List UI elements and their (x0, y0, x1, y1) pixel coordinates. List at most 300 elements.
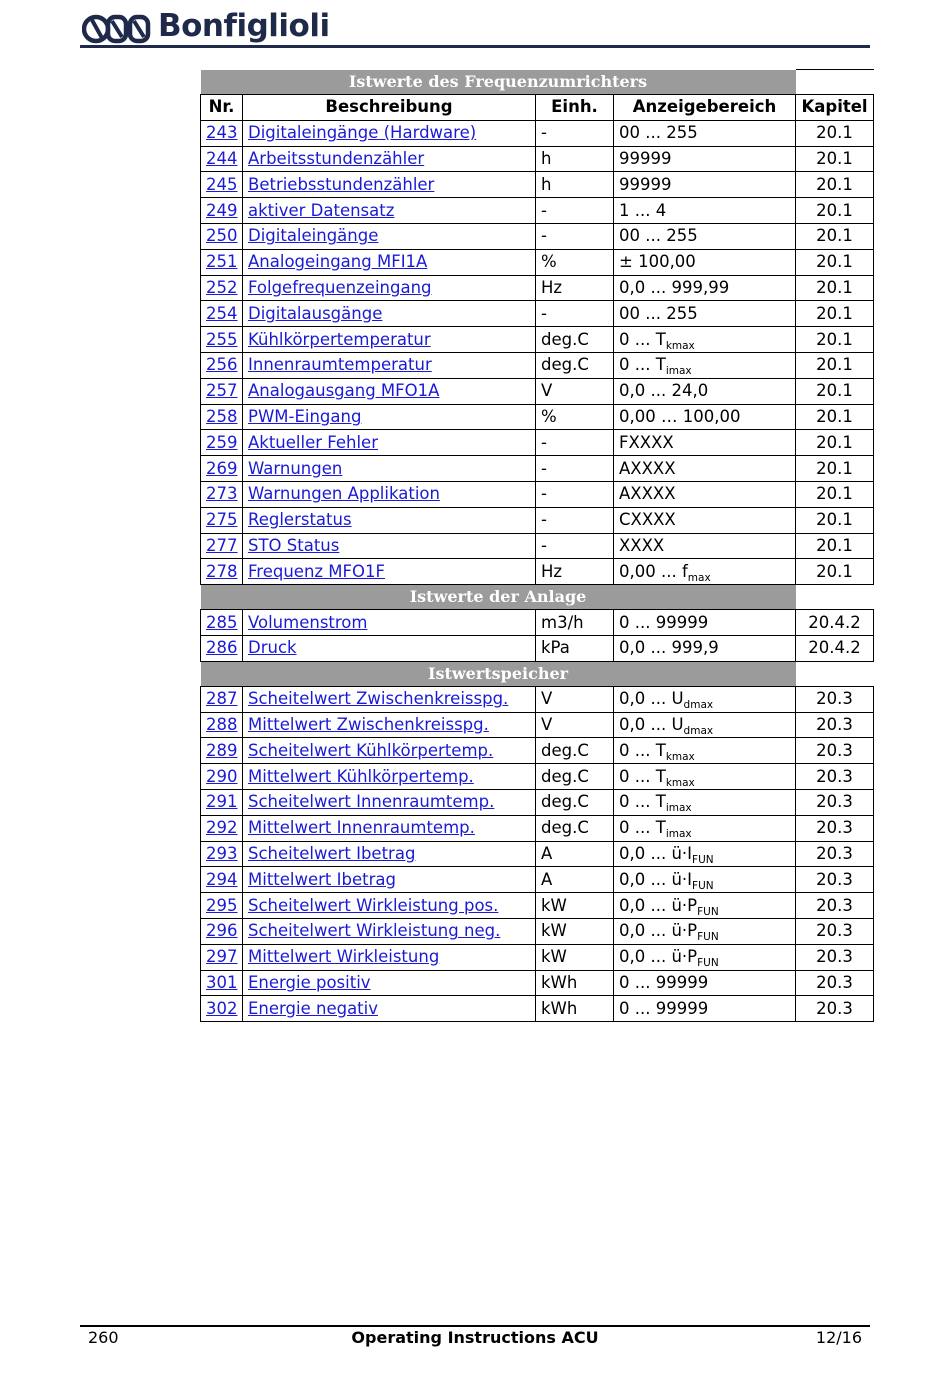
param-chapter: 20.3 (796, 841, 874, 867)
param-unit: - (536, 456, 614, 482)
param-number-link[interactable]: 250 (206, 226, 238, 246)
param-description-cell (243, 249, 536, 275)
param-chapter: 20.1 (796, 559, 874, 585)
param-number-link[interactable]: 296 (206, 921, 238, 941)
param-number-cell (201, 404, 243, 430)
header-divider (80, 45, 870, 48)
param-chapter: 20.3 (796, 970, 874, 996)
param-description-cell (243, 352, 536, 378)
table-row (201, 996, 874, 1022)
table-row (201, 686, 874, 712)
param-chapter: 20.1 (796, 249, 874, 275)
column-header-range: Anzeigebereich (614, 95, 796, 121)
param-range-subscript: max (687, 571, 711, 584)
param-description-link[interactable]: Digitaleingänge (Hardware) (248, 123, 477, 143)
param-description-link[interactable]: Scheitelwert Ibetrag (248, 843, 416, 863)
param-description-link[interactable]: Betriebsstundenzähler (248, 174, 435, 194)
param-range-cell (614, 172, 796, 198)
param-description-link[interactable]: Digitaleingänge (248, 226, 379, 246)
param-number-link[interactable]: 257 (206, 381, 238, 401)
param-description-link[interactable]: Kühlkörpertemperatur (248, 329, 431, 349)
param-number-cell (201, 738, 243, 764)
table-row (201, 352, 874, 378)
param-range-subscript: imax (665, 365, 692, 378)
param-chapter: 20.1 (796, 352, 874, 378)
param-unit: deg.C (536, 738, 614, 764)
column-header-nr: Nr. (201, 95, 243, 121)
param-range-cell (614, 198, 796, 224)
document-title: Operating Instructions ACU (351, 1328, 599, 1347)
param-description-link[interactable]: Analogeingang MFI1A (248, 252, 428, 272)
param-number-link[interactable]: 291 (206, 792, 238, 812)
param-number-link[interactable]: 278 (206, 561, 238, 581)
param-description-cell (243, 559, 536, 585)
param-chapter: 20.4.2 (796, 610, 874, 636)
param-range-cell (614, 275, 796, 301)
param-unit: Hz (536, 559, 614, 585)
param-description-cell (243, 918, 536, 944)
param-unit: deg.C (536, 815, 614, 841)
param-number-cell (201, 120, 243, 146)
param-description-cell (243, 456, 536, 482)
param-description-link[interactable]: Energie positiv (248, 972, 371, 992)
param-description-cell (243, 198, 536, 224)
param-range-cell (614, 893, 796, 919)
param-number-link[interactable]: 249 (206, 200, 238, 220)
param-number-cell (201, 249, 243, 275)
param-range-cell (614, 610, 796, 636)
param-number-link[interactable]: 252 (206, 277, 238, 297)
param-chapter: 20.1 (796, 456, 874, 482)
param-number-cell (201, 223, 243, 249)
param-description-cell (243, 430, 536, 456)
param-number-cell (201, 481, 243, 507)
param-description-cell (243, 481, 536, 507)
param-number-cell (201, 764, 243, 790)
param-range-cell (614, 996, 796, 1022)
section-title: Istwertspeicher (201, 661, 796, 686)
param-range: 0 ... T (619, 818, 666, 838)
section-row (201, 70, 874, 95)
table-row (201, 172, 874, 198)
table-row (201, 918, 874, 944)
param-range-cell (614, 559, 796, 585)
param-number-link[interactable]: 254 (206, 303, 238, 323)
param-unit: kPa (536, 635, 614, 661)
param-range-cell (614, 970, 796, 996)
param-unit: h (536, 172, 614, 198)
param-unit: deg.C (536, 327, 614, 353)
param-description-link[interactable]: Digitalausgänge (248, 303, 383, 323)
param-number-link[interactable]: 245 (206, 174, 238, 194)
param-number-cell (201, 918, 243, 944)
param-number-cell (201, 146, 243, 172)
param-number-link[interactable]: 244 (206, 148, 238, 168)
param-range-cell (614, 815, 796, 841)
brand-name: Bonfiglioli (158, 8, 330, 44)
param-range-cell (614, 404, 796, 430)
param-number-cell (201, 712, 243, 738)
param-range: 0,0 ... U (619, 714, 684, 734)
param-unit: V (536, 686, 614, 712)
param-range-cell (614, 841, 796, 867)
param-description-link[interactable]: Mittelwert Innenraumtemp. (248, 818, 475, 838)
param-description-cell (243, 841, 536, 867)
param-range: 0 ... T (619, 355, 666, 375)
param-number-link[interactable]: 273 (206, 484, 238, 504)
table-row (201, 301, 874, 327)
param-number-link[interactable]: 256 (206, 355, 238, 375)
param-number-link[interactable]: 301 (206, 972, 238, 992)
param-description-cell (243, 635, 536, 661)
param-unit: kW (536, 918, 614, 944)
param-range-cell (614, 352, 796, 378)
param-description-link[interactable]: Energie negativ (248, 998, 378, 1018)
param-range: 0 ... 99999 (619, 998, 709, 1018)
param-description-link[interactable]: STO Status (248, 535, 340, 555)
section-gap (796, 70, 874, 95)
param-number-link[interactable]: 255 (206, 329, 238, 349)
table-row (201, 970, 874, 996)
param-description-cell (243, 686, 536, 712)
table-row (201, 327, 874, 353)
param-range: ± 100,00 (619, 252, 696, 272)
column-header-unit: Einh. (536, 95, 614, 121)
param-description-link[interactable]: Mittelwert Wirkleistung (248, 947, 440, 967)
param-unit: kW (536, 944, 614, 970)
param-number-link[interactable]: 289 (206, 740, 238, 760)
param-range-cell (614, 507, 796, 533)
param-description-link[interactable]: Arbeitsstundenzähler (248, 148, 425, 168)
param-chapter: 20.4.2 (796, 635, 874, 661)
param-chapter: 20.3 (796, 893, 874, 919)
param-description-cell (243, 610, 536, 636)
param-range-subscript: FUN (697, 957, 719, 970)
param-chapter: 20.3 (796, 789, 874, 815)
param-range: 00 ... 255 (619, 123, 698, 143)
section-title: Istwerte des Frequenzumrichters (201, 70, 796, 95)
param-chapter: 20.3 (796, 996, 874, 1022)
param-chapter: 20.1 (796, 327, 874, 353)
param-unit: - (536, 507, 614, 533)
param-description-cell (243, 120, 536, 146)
param-description-link[interactable]: Scheitelwert Innenraumtemp. (248, 792, 495, 812)
param-description-link[interactable]: Reglerstatus (248, 510, 352, 530)
param-number-cell (201, 893, 243, 919)
param-description-cell (243, 867, 536, 893)
param-number-cell (201, 352, 243, 378)
param-description-link[interactable]: aktiver Datensatz (248, 200, 395, 220)
param-unit: Hz (536, 275, 614, 301)
param-description-cell (243, 301, 536, 327)
param-description-cell (243, 944, 536, 970)
param-chapter: 20.1 (796, 198, 874, 224)
param-description-link[interactable]: Scheitelwert Wirkleistung pos. (248, 895, 499, 915)
param-range: 0 ... 99999 (619, 972, 709, 992)
param-range: 0,0 ... 999,99 (619, 277, 730, 297)
param-range: 0,0 ... ü·P (619, 921, 698, 941)
param-chapter: 20.1 (796, 275, 874, 301)
param-description-cell (243, 327, 536, 353)
param-range: 00 ... 255 (619, 226, 698, 246)
param-unit: V (536, 712, 614, 738)
param-unit: - (536, 301, 614, 327)
param-number-cell (201, 559, 243, 585)
param-description-cell (243, 533, 536, 559)
param-description-cell (243, 223, 536, 249)
param-range: AXXXX (619, 484, 676, 504)
param-chapter: 20.3 (796, 738, 874, 764)
param-number-link[interactable]: 286 (206, 638, 238, 658)
param-number-link[interactable]: 287 (206, 689, 238, 709)
param-description-link[interactable]: Innenraumtemperatur (248, 355, 432, 375)
param-number-link[interactable]: 275 (206, 510, 238, 530)
param-description-cell (243, 378, 536, 404)
param-range: 0,0 ... ü·P (619, 895, 698, 915)
param-description-cell (243, 404, 536, 430)
table-row (201, 481, 874, 507)
param-number-link[interactable]: 290 (206, 766, 238, 786)
param-range-cell (614, 918, 796, 944)
param-range-cell (614, 867, 796, 893)
param-unit: - (536, 120, 614, 146)
param-description-link[interactable]: PWM-Eingang (248, 406, 362, 426)
param-number-link[interactable]: 258 (206, 406, 238, 426)
param-chapter: 20.3 (796, 686, 874, 712)
table-row (201, 764, 874, 790)
param-chapter: 20.3 (796, 918, 874, 944)
param-chapter: 20.1 (796, 507, 874, 533)
param-number-link[interactable]: 251 (206, 252, 238, 272)
param-range-cell (614, 481, 796, 507)
param-number-cell (201, 841, 243, 867)
param-chapter: 20.3 (796, 764, 874, 790)
table-row (201, 841, 874, 867)
param-range-subscript: FUN (692, 879, 714, 892)
param-number-cell (201, 867, 243, 893)
param-range-cell (614, 764, 796, 790)
table-row (201, 507, 874, 533)
param-unit: kWh (536, 970, 614, 996)
table-row (201, 738, 874, 764)
param-number-cell (201, 686, 243, 712)
param-unit: A (536, 867, 614, 893)
param-range-subscript: FUN (692, 853, 714, 866)
table-row (201, 559, 874, 585)
param-range-cell (614, 456, 796, 482)
param-description-cell (243, 712, 536, 738)
table-row (201, 533, 874, 559)
param-unit: % (536, 404, 614, 430)
param-unit: m3/h (536, 610, 614, 636)
page-header (80, 6, 870, 48)
param-description-link[interactable]: Scheitelwert Zwischenkreisspg. (248, 689, 509, 709)
param-range: 0,0 ... 24,0 (619, 381, 709, 401)
param-range-cell (614, 120, 796, 146)
param-range-cell (614, 249, 796, 275)
param-description-link[interactable]: Druck (248, 638, 297, 658)
param-range-cell (614, 223, 796, 249)
param-range: 00 ... 255 (619, 303, 698, 323)
param-number-link[interactable]: 288 (206, 714, 238, 734)
param-unit: - (536, 198, 614, 224)
table-row (201, 815, 874, 841)
param-description-link[interactable]: Aktueller Fehler (248, 432, 378, 452)
param-unit: V (536, 378, 614, 404)
param-range: FXXXX (619, 432, 674, 452)
param-number-cell (201, 456, 243, 482)
param-number-link[interactable]: 297 (206, 947, 238, 967)
param-range: 0,0 ... ü·I (619, 843, 693, 863)
table-row (201, 893, 874, 919)
param-number-cell (201, 610, 243, 636)
footer-divider (80, 1325, 870, 1327)
param-unit: deg.C (536, 352, 614, 378)
param-number-cell (201, 970, 243, 996)
param-description-link[interactable]: Warnungen Applikation (248, 484, 440, 504)
table-row (201, 944, 874, 970)
param-chapter: 20.1 (796, 378, 874, 404)
param-chapter: 20.1 (796, 533, 874, 559)
param-unit: A (536, 841, 614, 867)
param-range-cell (614, 146, 796, 172)
param-range: 0 ... T (619, 740, 666, 760)
param-range: 0 ... 99999 (619, 612, 709, 632)
param-number-cell (201, 430, 243, 456)
table-row (201, 635, 874, 661)
param-description-cell (243, 146, 536, 172)
param-chapter: 20.1 (796, 146, 874, 172)
table-row (201, 120, 874, 146)
param-number-link[interactable]: 292 (206, 818, 238, 838)
param-range-subscript: dmax (683, 724, 714, 737)
table-row (201, 456, 874, 482)
param-range: 0,00 … 100,00 (619, 406, 741, 426)
param-range-cell (614, 789, 796, 815)
param-description-cell (243, 893, 536, 919)
param-number-cell (201, 301, 243, 327)
param-number-link[interactable]: 243 (206, 123, 238, 143)
param-number-cell (201, 996, 243, 1022)
param-number-link[interactable]: 302 (206, 998, 238, 1018)
param-description-link[interactable]: Scheitelwert Wirkleistung neg. (248, 921, 501, 941)
param-chapter: 20.1 (796, 172, 874, 198)
param-unit: kW (536, 893, 614, 919)
parameter-table (200, 69, 874, 1022)
param-number-link[interactable]: 285 (206, 612, 238, 632)
param-chapter: 20.1 (796, 481, 874, 507)
param-chapter: 20.3 (796, 867, 874, 893)
param-range-cell (614, 430, 796, 456)
param-description-cell (243, 789, 536, 815)
param-range: CXXXX (619, 510, 676, 530)
table-row (201, 610, 874, 636)
param-description-link[interactable]: Mittelwert Zwischenkreisspg. (248, 714, 489, 734)
param-number-link[interactable]: 277 (206, 535, 238, 555)
table-row (201, 430, 874, 456)
param-description-link[interactable]: Volumenstrom (248, 612, 368, 632)
table-row (201, 198, 874, 224)
table-row (201, 404, 874, 430)
param-description-link[interactable]: Folgefrequenzeingang (248, 277, 432, 297)
param-chapter: 20.1 (796, 404, 874, 430)
param-chapter: 20.1 (796, 223, 874, 249)
param-range-cell (614, 301, 796, 327)
table-row (201, 249, 874, 275)
param-number-cell (201, 507, 243, 533)
param-unit: h (536, 146, 614, 172)
param-number-cell (201, 944, 243, 970)
param-number-cell (201, 198, 243, 224)
param-description-link[interactable]: Analogausgang MFO1A (248, 381, 440, 401)
param-number-cell (201, 815, 243, 841)
param-range: 0 ... T (619, 792, 666, 812)
param-number-cell (201, 275, 243, 301)
param-unit: % (536, 249, 614, 275)
param-range-subscript: kmax (665, 339, 695, 352)
param-chapter: 20.1 (796, 430, 874, 456)
param-description-link[interactable]: Warnungen (248, 458, 343, 478)
param-number-link[interactable]: 294 (206, 869, 238, 889)
param-range-cell (614, 533, 796, 559)
param-chapter: 20.3 (796, 944, 874, 970)
param-range: 99999 (619, 148, 672, 168)
param-range-cell (614, 686, 796, 712)
param-description-link[interactable]: Frequenz MFO1F (248, 561, 386, 581)
param-unit: kWh (536, 996, 614, 1022)
param-unit: - (536, 533, 614, 559)
table-row (201, 378, 874, 404)
param-range: 0,0 ... 999,9 (619, 638, 719, 658)
param-chapter: 20.1 (796, 301, 874, 327)
param-range-cell (614, 944, 796, 970)
page-number: 260 (88, 1328, 119, 1347)
param-range: 0,0 ... ü·P (619, 947, 698, 967)
param-range-subscript: kmax (665, 750, 695, 763)
param-range-subscript: FUN (697, 931, 719, 944)
param-number-link[interactable]: 269 (206, 458, 238, 478)
param-description-cell (243, 172, 536, 198)
param-description-link[interactable]: Mittelwert Ibetrag (248, 869, 396, 889)
param-description-cell (243, 970, 536, 996)
param-range: AXXXX (619, 458, 676, 478)
section-row (201, 585, 874, 610)
param-chapter: 20.3 (796, 815, 874, 841)
column-header-chapter: Kapitel (796, 95, 874, 121)
param-description-cell (243, 764, 536, 790)
param-description-link[interactable]: Scheitelwert Kühlkörpertemp. (248, 740, 494, 760)
bonfiglioli-logo-icon (82, 12, 152, 46)
param-range: XXXX (619, 535, 665, 555)
param-range-subscript: dmax (683, 699, 714, 712)
table-row (201, 275, 874, 301)
param-number-link[interactable]: 295 (206, 895, 238, 915)
param-number-cell (201, 789, 243, 815)
param-number-link[interactable]: 293 (206, 843, 238, 863)
param-description-link[interactable]: Mittelwert Kühlkörpertemp. (248, 766, 474, 786)
param-range: 0,00 ... f (619, 561, 688, 581)
param-chapter: 20.1 (796, 120, 874, 146)
param-range: 0,0 ... ü·I (619, 869, 693, 889)
param-number-cell (201, 327, 243, 353)
param-number-link[interactable]: 259 (206, 432, 238, 452)
param-range-cell (614, 378, 796, 404)
document-date: 12/16 (815, 1328, 862, 1347)
param-range-cell (614, 327, 796, 353)
param-description-cell (243, 507, 536, 533)
table-row (201, 867, 874, 893)
param-number-cell (201, 635, 243, 661)
